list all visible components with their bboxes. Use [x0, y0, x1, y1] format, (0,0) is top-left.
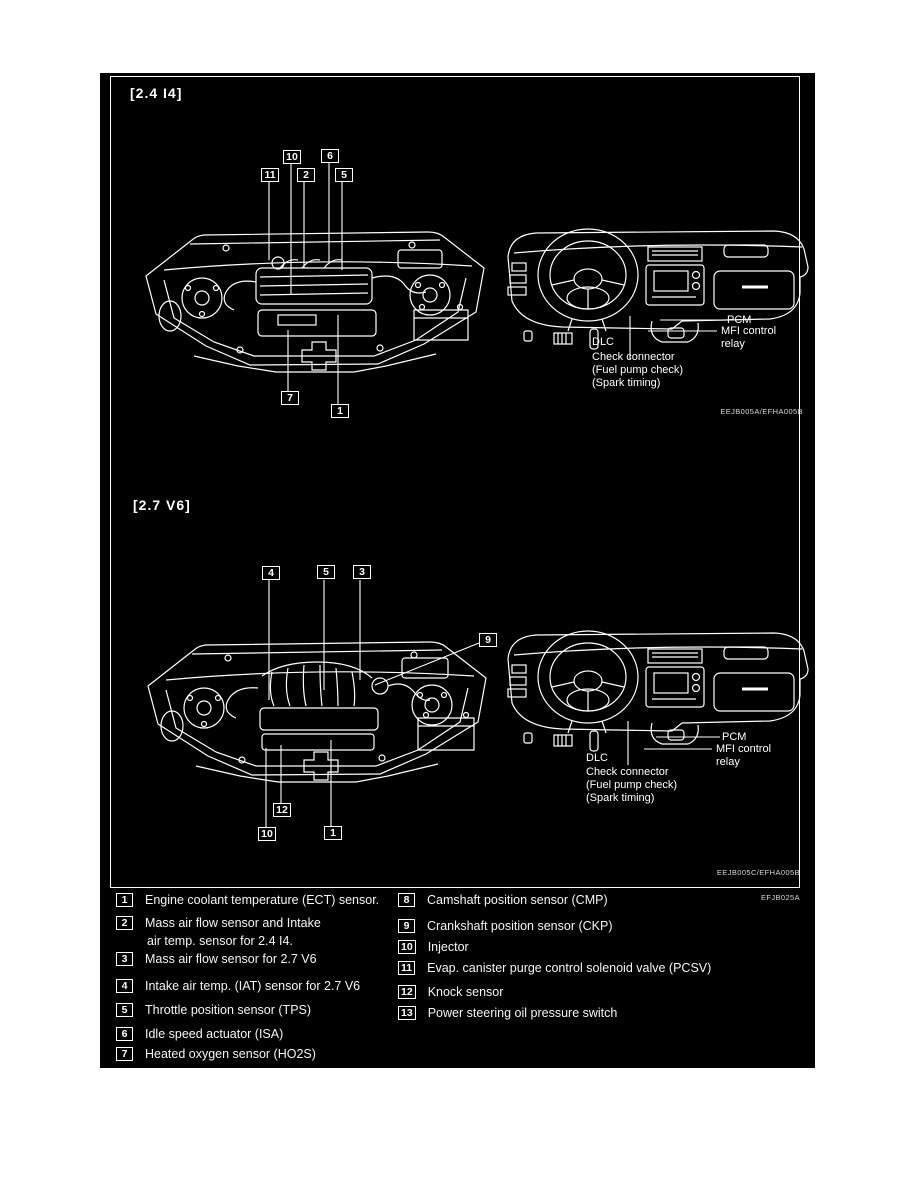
- legend-text-8: Camshaft position sensor (CMP): [427, 893, 608, 907]
- legend-item-10: [398, 940, 469, 958]
- callout-v6-1: 1: [324, 826, 342, 840]
- legend-item-9: [398, 919, 613, 937]
- legend-text-5: Throttle position sensor (TPS): [145, 1003, 312, 1017]
- legend-num-1: 1: [116, 893, 133, 907]
- legend-code: EFJB025A: [760, 893, 800, 902]
- callout-v6-3: 3: [353, 565, 371, 579]
- legend-item-3: [116, 952, 317, 970]
- callout-v6-4: 4: [262, 566, 280, 580]
- callout-v6-9: 9: [479, 633, 497, 647]
- label-mfi-2b: relay: [716, 756, 740, 768]
- callout-v6-5: 5: [317, 565, 335, 579]
- section-title-i4: [2.4 I4]: [130, 85, 183, 101]
- legend-num-12: 12: [398, 985, 416, 999]
- legend-text-3: Mass air flow sensor for 2.7 V6: [145, 952, 317, 966]
- section-title-v6: [2.7 V6]: [133, 497, 191, 513]
- legend-item-11: [398, 961, 711, 979]
- legend-item-13: [398, 1006, 617, 1024]
- label-spark-1: (Spark timing): [592, 377, 661, 389]
- legend-num-9: 9: [398, 919, 415, 933]
- label-check-2: Check connector: [586, 766, 669, 778]
- legend-item-7: [116, 1047, 316, 1065]
- legend-text-13: Power steering oil pressure switch: [427, 1006, 618, 1020]
- legend-item-4: [116, 979, 360, 997]
- label-pcm-2: PCM: [722, 731, 747, 743]
- label-check-1: Check connector: [592, 351, 675, 363]
- figure-code-v6: EEJB005C/EFHA005B: [716, 868, 800, 877]
- legend-text-9: Crankshaft position sensor (CKP): [427, 919, 613, 933]
- callout-i4-11: 11: [261, 168, 279, 182]
- label-mfi-1b: relay: [721, 338, 745, 350]
- legend-num-2: 2: [116, 916, 133, 930]
- callout-v6-10: 10: [258, 827, 276, 841]
- label-pcm-1: PCM: [727, 314, 752, 326]
- legend-text-4: Intake air temp. (IAT) sensor for 2.7 V6: [145, 979, 361, 993]
- legend-text-10: Injector: [427, 940, 469, 954]
- diagram-panel: [100, 73, 815, 1068]
- legend-num-5: 5: [116, 1003, 133, 1017]
- legend-item-8: [398, 893, 608, 911]
- label-spark-2: (Spark timing): [586, 792, 655, 804]
- label-mfi-2a: MFI control: [716, 743, 772, 755]
- legend-num-13: 13: [398, 1006, 416, 1020]
- legend-item-1: [116, 893, 379, 911]
- label-mfi-1a: MFI control: [721, 325, 777, 337]
- figure-code-i4: EEJB005A/EFHA005B: [720, 407, 803, 416]
- legend-num-10: 10: [398, 940, 416, 954]
- label-dlc-1: DLC: [592, 336, 615, 348]
- legend-num-6: 6: [116, 1027, 133, 1041]
- legend-text-12: Knock sensor: [427, 985, 504, 999]
- label-dlc-2: DLC: [586, 752, 609, 764]
- legend-num-3: 3: [116, 952, 133, 966]
- legend-item-5: [116, 1003, 311, 1021]
- callout-i4-5: 5: [335, 168, 353, 182]
- callout-i4-6: 6: [321, 149, 339, 163]
- legend-num-11: 11: [398, 961, 415, 975]
- legend-num-7: 7: [116, 1047, 133, 1061]
- legend-text-2b: air temp. sensor for 2.4 I4.: [147, 934, 293, 948]
- legend-num-8: 8: [398, 893, 415, 907]
- legend-item-12: [398, 985, 503, 1003]
- label-fuel-1: (Fuel pump check): [592, 364, 684, 376]
- legend-text-2: Mass air flow sensor and Intake: [145, 916, 321, 930]
- callout-i4-10: 10: [283, 150, 301, 164]
- legend-item-6: [116, 1027, 283, 1045]
- legend-text-7: Heated oxygen sensor (HO2S): [145, 1047, 316, 1061]
- legend-num-4: 4: [116, 979, 133, 993]
- callout-i4-2: 2: [297, 168, 315, 182]
- callout-v6-12: 12: [273, 803, 291, 817]
- legend-item-2: [116, 916, 321, 934]
- callout-i4-7: 7: [281, 391, 299, 405]
- legend-text-11: Evap. canister purge control solenoid valve (PCSV): [427, 961, 712, 975]
- legend-text-6: Idle speed actuator (ISA): [145, 1027, 284, 1041]
- label-fuel-2: (Fuel pump check): [586, 779, 678, 791]
- legend-text-1: Engine coolant temperature (ECT) sensor.: [145, 893, 380, 907]
- callout-i4-1: 1: [331, 404, 349, 418]
